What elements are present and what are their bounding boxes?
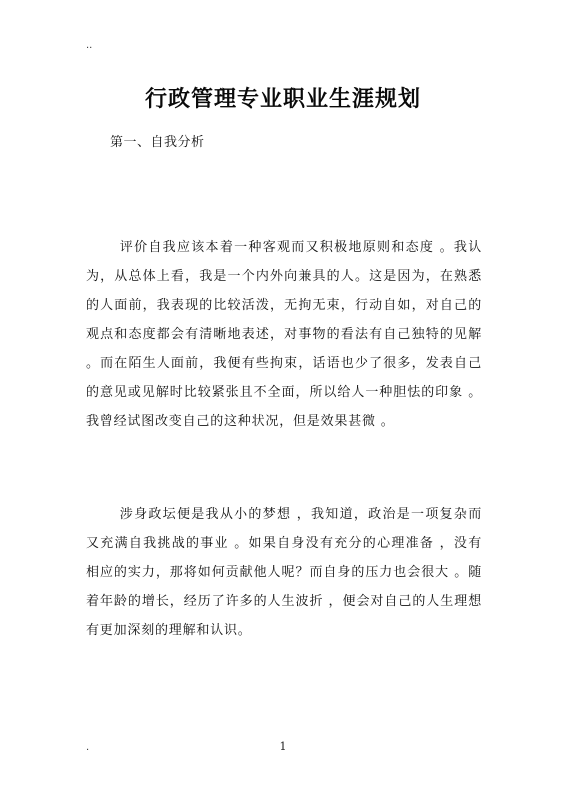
paragraph-self-evaluation: 评价自我应该本着一种客观而又积极地原则和态度 。我认为，从总体上看，我是一个内外向兼具的人。这是因为，在熟悉的人面前，我表现的比较活泼，无拘无束，行动自如，对自己的观点和态度都会有清晰地表述，对事物的看法有自己独特的见解 。而在陌生人面前，我便有些拘束，话语也少了很多，发表自己的意见或见解时比较紧张且不全面，所以给人一种胆怯的印象 。我曾经试图改变自己的这种状况，但是效果甚微 。: [86, 240, 482, 429]
header-mark: ..: [86, 40, 93, 51]
page-number: 1: [279, 740, 287, 753]
footer-mark: .: [86, 742, 90, 753]
section-heading: 第一、自我分析: [110, 135, 205, 150]
paragraph-political-dream: 涉身政坛便是我从小的梦想 ，我知道，政治是一项复杂而又充满自我挑战的事业 。如果自身没有充分的心理准备 ，没有相应的实力，那将如何贡献他人呢？而自身的压力也会很大 。随着年龄的增长，经历了许多的人生波折 ，便会对自己的人生理想有更加深刻的理解和认识。: [86, 507, 482, 638]
document-title: 行政管理专业职业生涯规划: [144, 86, 421, 112]
